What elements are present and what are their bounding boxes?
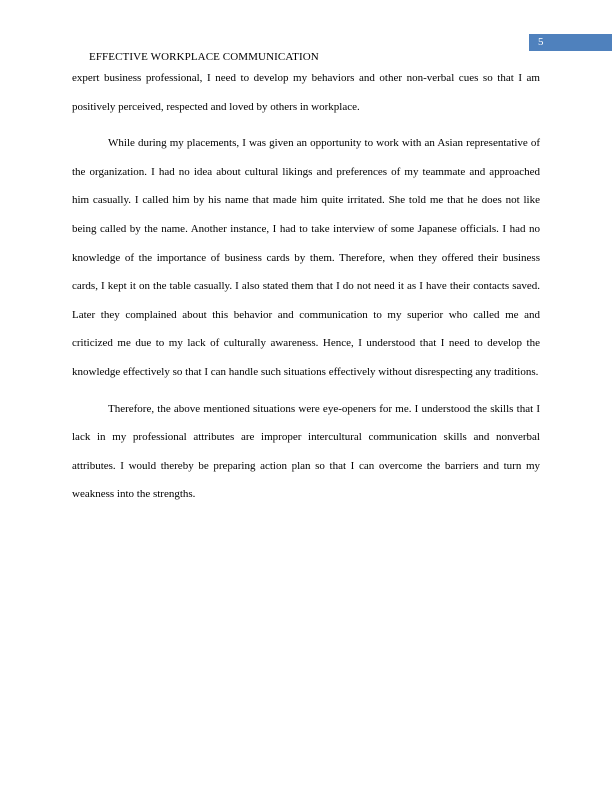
running-head: EFFECTIVE WORKPLACE COMMUNICATION <box>89 51 319 63</box>
page-number: 5 <box>538 36 544 48</box>
paragraph-placement-experience: While during my placements, I was given an opportunity to work with an Asian representative of the organization. I had no idea about cultural likings and preferences of my teammate and approached him casually. I called him by his name that made him quite irritated. She told me that he does not like being called by the name. Another instance, I had to take interview of some Japanese officials. I had no knowledge of the importance of business cards by them. Therefore, when they offered their business cards, I kept it on the table casually. I also stated them that I do not need it as I have their contacts saved. Later they complained about this behavior and communication to my superior who called me and criticized me due to my lack of culturally awareness. Hence, I understood that I need to develop the knowledge effectively so that I can handle such situations effectively without disrespecting any traditions. <box>72 137 540 378</box>
paragraph-continuation: expert business professional, I need to develop my behaviors and other non-verbal cues so that I am positively perceived, respected and loved by others in workplace. <box>72 72 540 113</box>
body-text <box>72 64 540 509</box>
page-number-badge <box>529 34 612 51</box>
paragraph-reflection: Therefore, the above mentioned situations were eye-openers for me. I understood the skills that I lack in my professional attributes are improper intercultural communication skills and nonverbal attributes. I would thereby be preparing action plan so that I can overcome the barriers and turn my weakness into the strengths. <box>72 402 540 501</box>
